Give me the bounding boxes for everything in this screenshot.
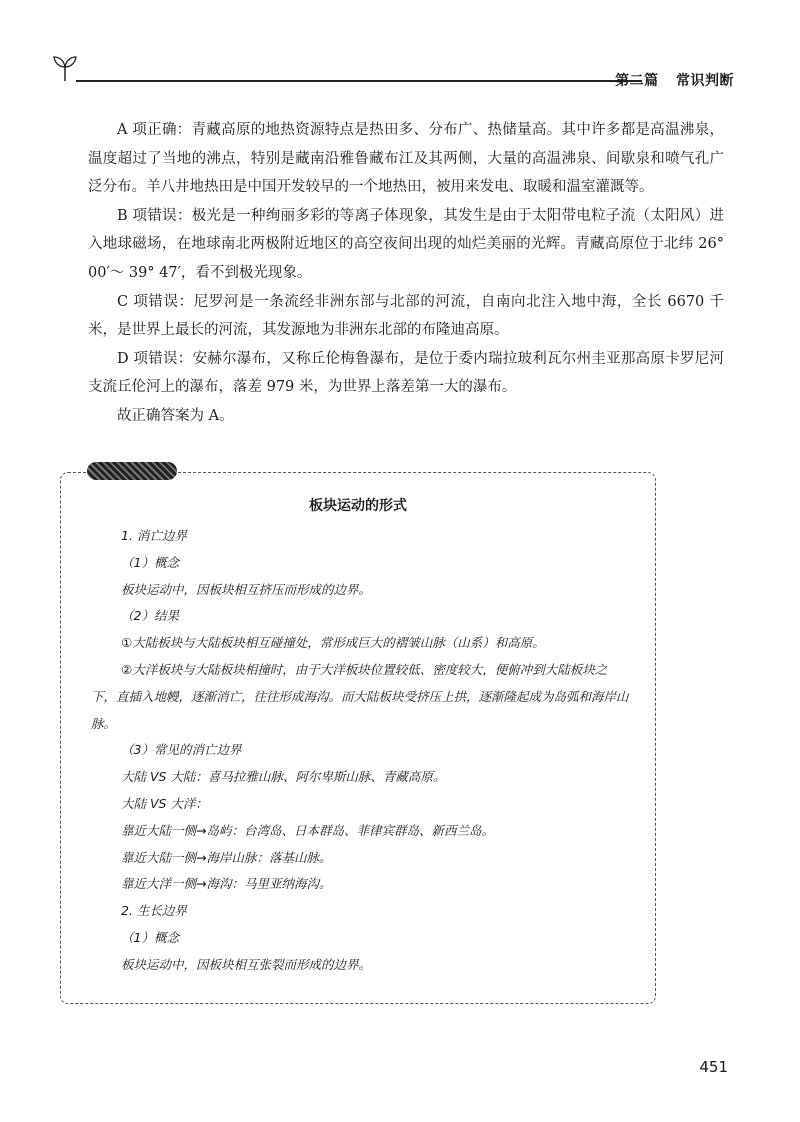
box-line: 大陆 VS 大洋： <box>121 795 208 811</box>
paragraph-option-c: C 项错误：尼罗河是一条流经非洲东部与北部的河流，自南向北注入地中海，全长 6670 千米，是世界上最长的河流，其发源地为非洲东北部的布隆迪高原。 <box>88 293 724 339</box>
box-line: ②大洋板块与大陆板块相撞时，由于大洋板块位置较低、密度较大，便俯冲到大陆板块之下，直插入地幔，逐渐消亡，往往形成海沟。而大陆板块受挤压上拱，逐渐隆起成为岛弧和海岸山脉。 <box>91 661 629 731</box>
box-line: （3）常见的消亡边界 <box>121 742 242 758</box>
box-line: ①大陆板块与大陆板块相互碰撞处，常形成巨大的褶皱山脉（山系）和高原。 <box>121 635 545 651</box>
box-title: 板块运动的形式 <box>309 498 407 514</box>
knowledge-box <box>60 472 656 1004</box>
header-rule <box>76 80 642 82</box>
box-line: （1）概念 <box>121 929 179 945</box>
box-line: 1. 消亡边界 <box>121 528 187 543</box>
paragraph-option-d: D 项错误：安赫尔瀑布，又称丘伦梅鲁瀑布，是位于委内瑞拉玻利瓦尔州圭亚那高原卡罗尼河支流丘伦河上的瀑布，落差 979 米，为世界上落差第一大的瀑布。 <box>88 350 724 396</box>
sprout-icon <box>52 54 78 82</box>
box-line: （2）结果 <box>121 608 179 624</box>
paragraph-option-a: A 项正确：青藏高原的地热资源特点是热田多、分布广、热储量高。其中许多都是高温沸泉，温度超过了当地的沸点，特别是藏南沿雅鲁藏布江及其两侧，大量的高温沸泉、间歇泉和喷气孔广泛分布。羊八井地热田是中国开发较早的一个地热田，被用来发电、取暖和温室灌溉等。 <box>88 122 724 196</box>
box-line: 板块运动中，因板块相互挤压而形成的边界。 <box>121 581 372 597</box>
box-line: 2. 生长边界 <box>121 903 187 919</box>
header-title <box>615 70 734 90</box>
box-line: 大陆 VS 大陆：喜马拉雅山脉、阿尔卑斯山脉、青藏高原。 <box>121 769 446 785</box>
page-number: 451 <box>699 1058 728 1076</box>
header-part: 第二篇 <box>615 73 659 89</box>
box-tag-decoration <box>87 462 177 480</box>
answer-explanation <box>88 116 724 431</box>
box-line: 靠近大陆一侧→岛屿：台湾岛、日本群岛、菲律宾群岛、新西兰岛。 <box>121 822 494 838</box>
paragraph-option-b: B 项错误：极光是一种绚丽多彩的等离子体现象，其发生是由于太阳带电粒子流（太阳风）进入地球磁场，在地球南北两极附近地区的高空夜间出现的灿烂美丽的光辉。青藏高原位于北纬 26° 00′～ 39° 47′，看不到极光现象。 <box>88 207 724 281</box>
box-line: 靠近大陆一侧→海岸山脉：落基山脉。 <box>121 849 332 865</box>
box-line: 靠近大洋一侧→海沟：马里亚纳海沟。 <box>121 876 332 892</box>
box-body <box>91 523 631 979</box>
paragraph-answer: 故正确答案为 A。 <box>117 407 234 424</box>
header-section: 常识判断 <box>676 73 734 89</box>
box-line: 板块运动中，因板块相互张裂而形成的边界。 <box>121 956 372 972</box>
box-line: （1）概念 <box>121 554 179 570</box>
page-header <box>52 54 734 94</box>
